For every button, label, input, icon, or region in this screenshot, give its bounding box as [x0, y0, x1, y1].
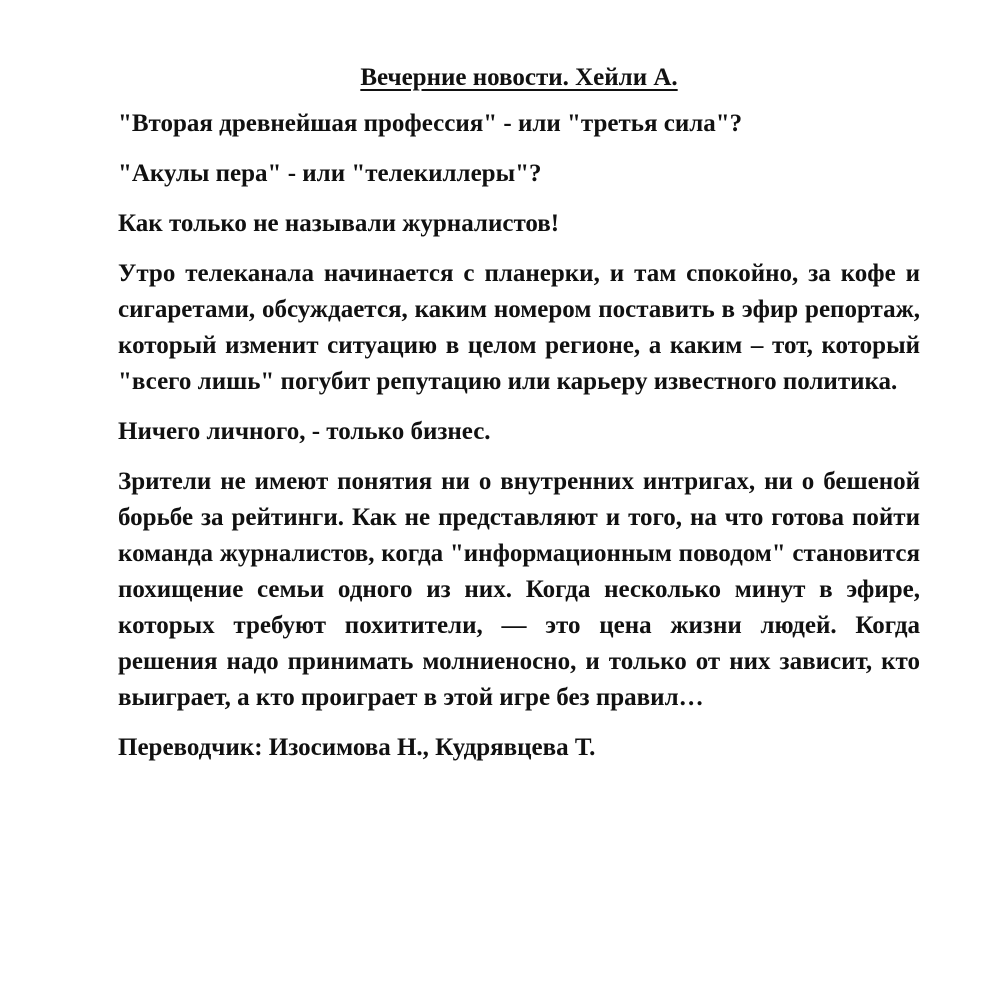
paragraph-business: Ничего личного, - только бизнес.	[118, 418, 491, 445]
paragraph-translator: Переводчик: Изосимова Н., Кудрявцева Т.	[118, 734, 596, 761]
paragraph-tagline-3: Как только не называли журналистов!	[118, 210, 560, 237]
paragraph-morning: Утро телеканала начинается с планерки, и там спокойно, за кофе и сигаретами, обсуждается, каким номером поставить в эфир репортаж, который изменит ситуацию в целом регионе, а каким – тот, который "всего лишь" погубит репутацию или карьеру известного политика.	[118, 260, 920, 395]
paragraph-tagline-2: "Акулы пера" - или "телекиллеры"?	[118, 160, 542, 187]
document-title: Вечерние новости. Хейли А.	[360, 64, 678, 91]
title-wrapper	[118, 60, 920, 96]
paragraph-viewers: Зрители не имеют понятия ни о внутренних интригах, ни о бешеной борьбе за рейтинги. Как не представляют и того, на что готова пойти команда журналистов, когда "информационным поводом" становится похищение семьи одного из них. Когда несколько минут в эфире, которых требуют похитители, — это цена жизни людей. Когда решения надо принимать молниеносно, и только от них зависит, кто выиграет, а кто проиграет в этой игре без правил…	[118, 468, 920, 711]
paragraph-tagline-1: "Вторая древнейшая профессия" - или "третья сила"?	[118, 110, 743, 137]
